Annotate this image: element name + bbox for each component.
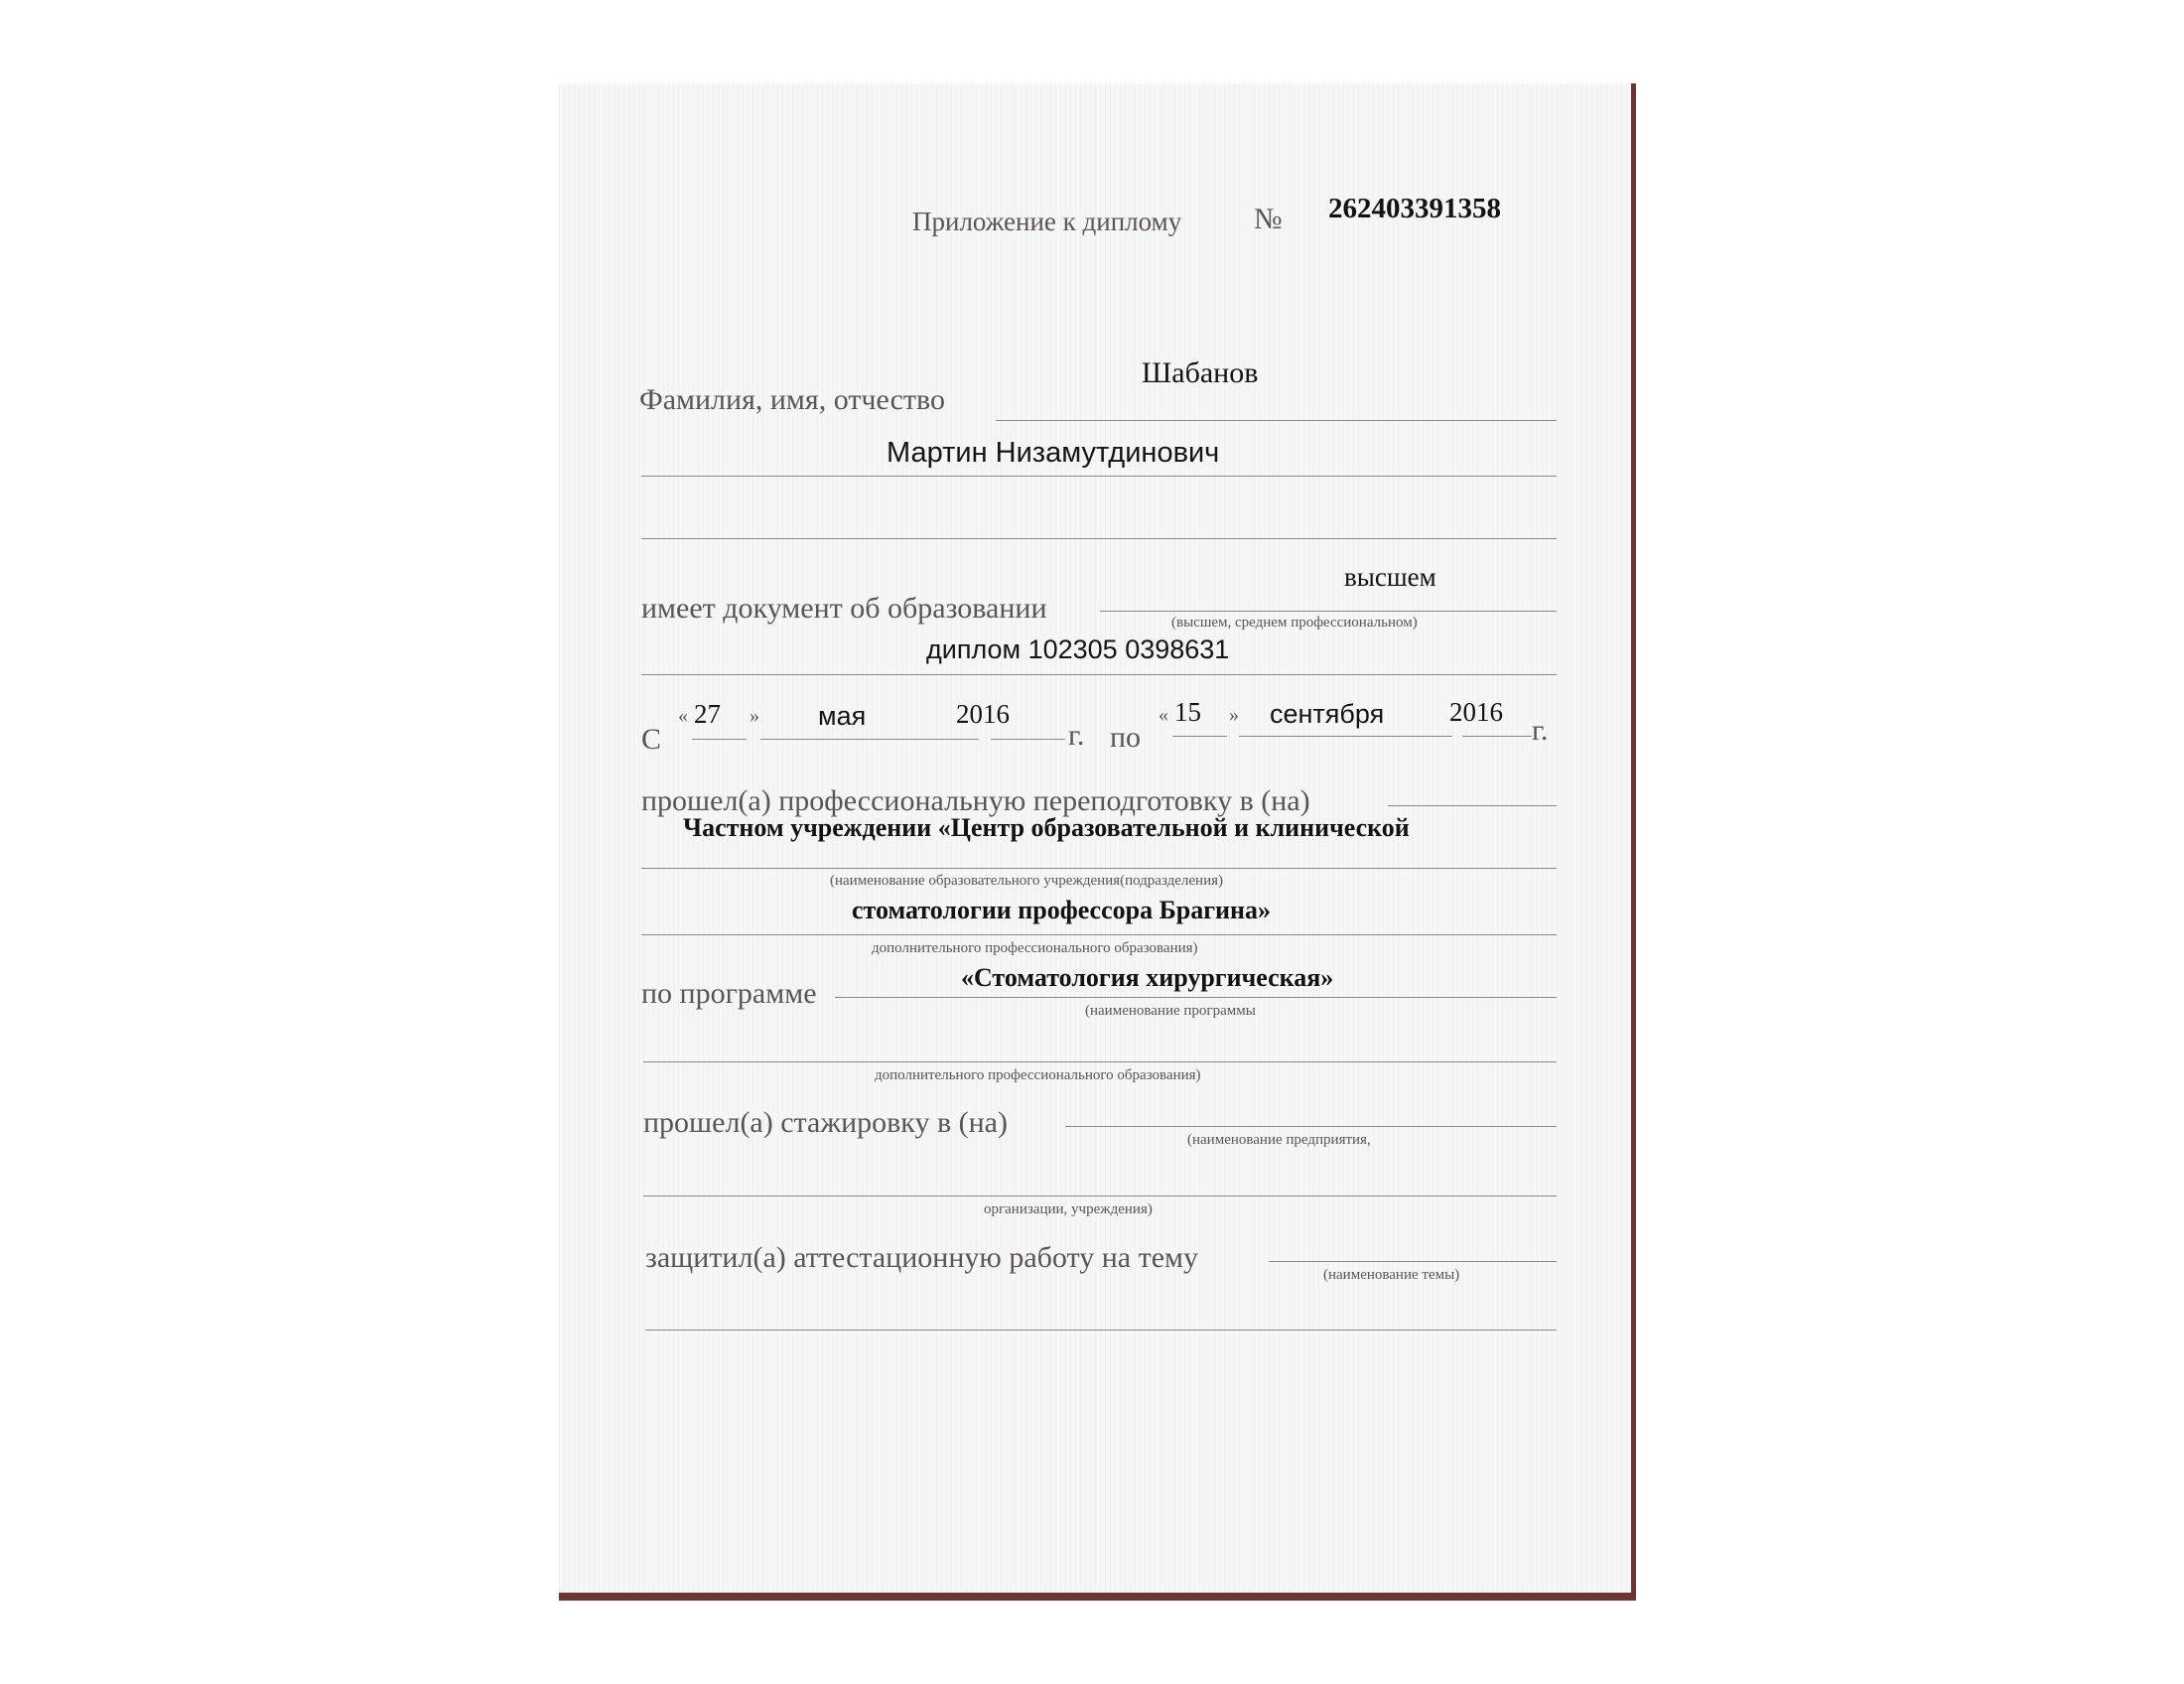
program-hint-2: дополнительного профессионального образования) (875, 1067, 1201, 1083)
to-day-line (1172, 736, 1227, 737)
fio-line-3 (641, 538, 1557, 539)
number-sign: № (1254, 203, 1283, 235)
to-year-suffix: г. (1532, 714, 1549, 747)
diploma-value: диплом 102305 0398631 (926, 634, 1230, 664)
institution-line-2-value: стоматологии профессора Брагина» (852, 896, 1272, 924)
from-day-value: 27 (694, 699, 721, 729)
given-names-value: Мартин Низамутдинович (887, 437, 1220, 469)
from-year-line (991, 739, 1065, 740)
retraining-line (1388, 805, 1557, 806)
institution-hint-1: (наименование образовательного учреждения(подразделения) (830, 873, 1223, 889)
education-label: имеет документ об образовании (641, 592, 1047, 625)
program-hint-1: (наименование программы (1085, 1003, 1256, 1019)
to-quote-close: » (1229, 704, 1239, 726)
from-year-value: 2016 (956, 699, 1010, 729)
fio-line-1 (996, 420, 1557, 421)
from-day-line (692, 739, 747, 740)
from-quote-close: » (750, 705, 759, 727)
from-month-value: мая (818, 701, 867, 731)
internship-line-2 (643, 1195, 1557, 1196)
internship-line (1065, 1126, 1557, 1127)
thesis-hint: (наименование темы) (1323, 1267, 1460, 1283)
period-from-prefix: С (641, 723, 662, 756)
thesis-line-2 (645, 1330, 1557, 1331)
program-line-2 (643, 1061, 1557, 1062)
appendix-title: Приложение к диплому (912, 207, 1182, 236)
period-to-prefix: по (1110, 721, 1142, 754)
retraining-label: прошел(а) профессиональную переподготовку в (на) (641, 784, 1310, 817)
institution-hint-2: дополнительного профессионального образования) (872, 940, 1198, 956)
thesis-line (1269, 1261, 1557, 1262)
program-line (835, 997, 1557, 998)
education-level-value: высшем (1344, 562, 1436, 592)
fio-line-2 (641, 476, 1557, 477)
to-quote-open: « (1159, 704, 1168, 726)
document-backing (559, 83, 1636, 1601)
thesis-label: защитил(а) аттестационную работу на тему (645, 1241, 1198, 1274)
diploma-appendix-number: 262403391358 (1328, 193, 1501, 224)
education-level-hint: (высшем, среднем профессиональном) (1171, 615, 1418, 631)
internship-hint-1: (наименование предприятия, (1187, 1132, 1371, 1148)
institution-line-1 (641, 868, 1557, 869)
diploma-appendix-page (559, 83, 1631, 1593)
to-month-value: сентября (1270, 699, 1385, 729)
education-level-line (1100, 611, 1557, 612)
to-year-line (1462, 736, 1532, 737)
program-label: по программе (641, 977, 817, 1010)
from-month-line (760, 739, 979, 740)
program-value: «Стоматология хирургическая» (961, 963, 1334, 992)
institution-line-2 (641, 934, 1557, 935)
surname-value: Шабанов (1142, 356, 1259, 389)
from-quote-open: « (678, 705, 688, 727)
to-month-line (1239, 736, 1452, 737)
to-year-value: 2016 (1449, 697, 1503, 727)
fio-label: Фамилия, имя, отчество (639, 383, 945, 416)
from-year-suffix: г. (1068, 719, 1085, 752)
to-day-value: 15 (1174, 697, 1201, 727)
institution-line-1-value: Частном учреждении «Центр образовательной и клинической (683, 813, 1410, 842)
internship-hint-2: организации, учреждения) (984, 1201, 1153, 1217)
internship-label: прошел(а) стажировку в (на) (643, 1106, 1008, 1139)
diploma-line (641, 674, 1557, 675)
